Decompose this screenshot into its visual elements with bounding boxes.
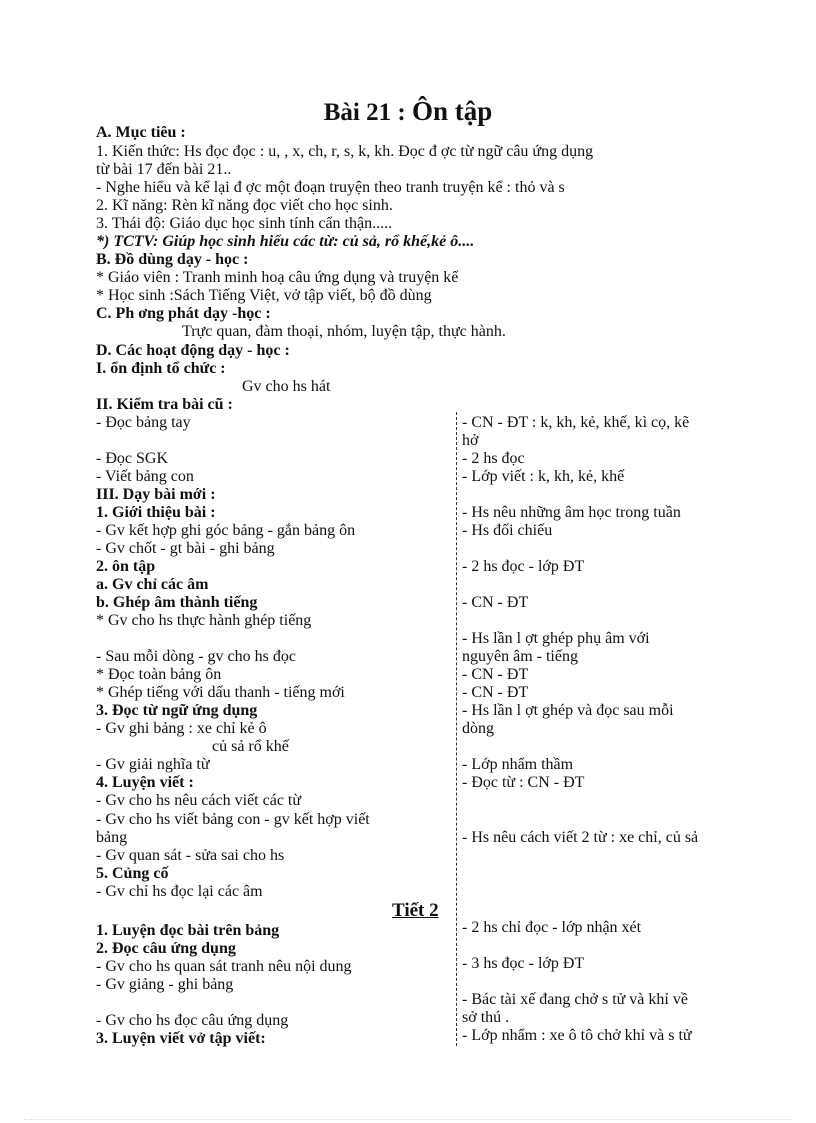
right-line: - Hs nêu những âm học trong tuần [462, 504, 681, 521]
right-line: - 2 hs đọc [462, 450, 525, 467]
left-line: - Gv cho hs quan sát tranh nêu nội dung [96, 958, 352, 975]
right-line: nguyên âm - tiếng [462, 648, 578, 665]
heading-point-sounds: a. Gv chỉ các âm [96, 576, 209, 593]
right-line: - 3 hs đọc - lớp ĐT [462, 955, 585, 972]
left-line: * Ghép tiếng với dấu thanh - tiếng mới [96, 684, 345, 701]
skills-line: 2. Kĩ năng: Rèn kĩ năng đọc viết cho học sinh. [96, 197, 393, 214]
left-line: - Gv chốt - gt bài - ghi bảng [96, 540, 275, 557]
heading-new-lesson: III. Dạy bài mới : [96, 486, 216, 503]
organization-line: Gv cho hs hát [242, 378, 331, 395]
attitude-line: 3. Thái độ: Giáo dục học sinh tính cẩn thận..... [96, 215, 393, 232]
heading-methods: C. Ph ơng phát dạy -học : [96, 305, 271, 322]
left-line: - Gv kết hợp ghi góc bảng - gắn bảng ôn [96, 522, 356, 539]
left-line: - Gv cho hs đọc câu ứng dụng [96, 1012, 289, 1029]
heading-review: II. Kiểm tra bài cũ : [96, 396, 233, 413]
heading-combine-sounds: b. Ghép âm thành tiếng [96, 594, 258, 611]
right-line: dòng [462, 720, 494, 737]
heading-writing: 4. Luyện viết : [96, 774, 194, 791]
right-line: - Lớp viết : k, kh, kẻ, khế [462, 468, 625, 485]
right-line: - 2 hs chỉ đọc - lớp nhận xét [462, 919, 642, 936]
left-line: - Đọc bảng tay [96, 414, 191, 431]
title-main: Ôn tập [411, 96, 493, 126]
heading-read-words: 3. Đọc từ ngữ ứng dụng [96, 702, 258, 719]
right-line: - 2 hs đọc - lớp ĐT [462, 558, 585, 575]
left-line: - Gv giải nghĩa từ [96, 756, 210, 773]
column-divider [456, 412, 457, 1046]
heading-consolidation: 5. Củng cố [96, 865, 169, 882]
heading-activities: D. Các hoạt động dạy - học : [96, 342, 290, 359]
left-line: - Đọc SGK [96, 450, 168, 467]
teacher-materials: * Giáo viên : Tranh minh hoạ câu ứng dụng và truyện kể [96, 269, 459, 286]
heading-sentence-reading: 2. Đọc câu ứng dụng [96, 940, 236, 957]
title-prefix: Bài 21 : [323, 99, 412, 126]
heading-organization: I. ổn định tổ chức : [96, 360, 226, 377]
heading-introduction: 1. Giới thiệu bài : [96, 504, 216, 521]
right-line: - Hs lần l ợt ghép phụ âm với [462, 630, 650, 647]
left-line: - Gv ghi bảng : xe chỉ kẻ ô [96, 720, 267, 737]
left-line: củ sả rổ khế [212, 738, 289, 755]
listening-line: - Nghe hiểu và kể lại đ ợc một đoạn truyện theo tranh truyện kể : thỏ và s [96, 179, 565, 196]
heading-materials: B. Đồ dùng dạy - học : [96, 251, 249, 268]
right-line: - Hs nêu cách viết 2 từ : xe chỉ, củ sả [462, 829, 699, 846]
heading-review-2: 2. ôn tập [96, 558, 156, 575]
right-line: - CN - ĐT [462, 666, 529, 683]
period-2-heading: Tiết 2 [392, 900, 439, 921]
right-line: - Bác tài xế đang chở s tử và khỉ về [462, 991, 688, 1008]
right-line: - Lớp nhẩm : xe ô tô chở khỉ và s tử [462, 1027, 692, 1044]
right-line: hở [462, 432, 479, 449]
lesson-title [0, 96, 816, 127]
right-line: - Hs đối chiếu [462, 522, 553, 539]
right-line: - Hs lần l ợt ghép và đọc sau mỗi [462, 702, 674, 719]
right-line: - CN - ĐT : k, kh, kẻ, khế, kì cọ, kẽ [462, 414, 690, 431]
tctv-line: *) TCTV: Giúp học sinh hiểu các từ: củ sả, rổ khế,kẻ ô.... [96, 233, 475, 250]
left-line: - Sau mỗi dòng - gv cho hs đọc [96, 648, 296, 665]
left-line: - Gv cho hs nêu cách viết các từ [96, 792, 302, 809]
knowledge-line-cont: từ bài 17 đến bài 21.. [96, 161, 232, 178]
left-line: * Gv cho hs thực hành ghép tiếng [96, 612, 312, 629]
heading-notebook-writing: 3. Luyện viết vở tập viết: [96, 1030, 266, 1047]
heading-board-reading: 1. Luyện đọc bài trên bảng [96, 922, 280, 939]
right-line: - CN - ĐT [462, 594, 529, 611]
heading-objectives: A. Mục tiêu : [96, 124, 186, 141]
left-line: - Viết bảng con [96, 468, 194, 485]
left-line: - Gv chỉ hs đọc lại các âm [96, 883, 263, 900]
left-line: - Gv giảng - ghi bảng [96, 976, 234, 993]
left-line: bảng [96, 829, 128, 846]
methods-line: Trực quan, đàm thoại, nhóm, luyện tập, thực hành. [182, 323, 506, 340]
left-line: - Gv quan sát - sửa sai cho hs [96, 847, 285, 864]
student-materials: * Học sinh :Sách Tiếng Việt, vở tập viết, bộ đồ dùng [96, 287, 432, 304]
knowledge-line: 1. Kiến thức: Hs đọc đọc : u, , x, ch, r, s, k, kh. Đọc đ ợc từ ngữ câu ứng dụng [96, 143, 594, 160]
right-line: - CN - ĐT [462, 684, 529, 701]
page-bottom-border [24, 1119, 792, 1120]
right-line: - Lớp nhẩm thầm [462, 756, 574, 773]
left-line: - Gv cho hs viết bảng con - gv kết hợp viết [96, 811, 370, 828]
right-line: sở thú . [462, 1009, 510, 1026]
left-line: * Đọc toàn bảng ôn [96, 666, 222, 683]
right-line: - Đọc từ : CN - ĐT [462, 774, 585, 791]
